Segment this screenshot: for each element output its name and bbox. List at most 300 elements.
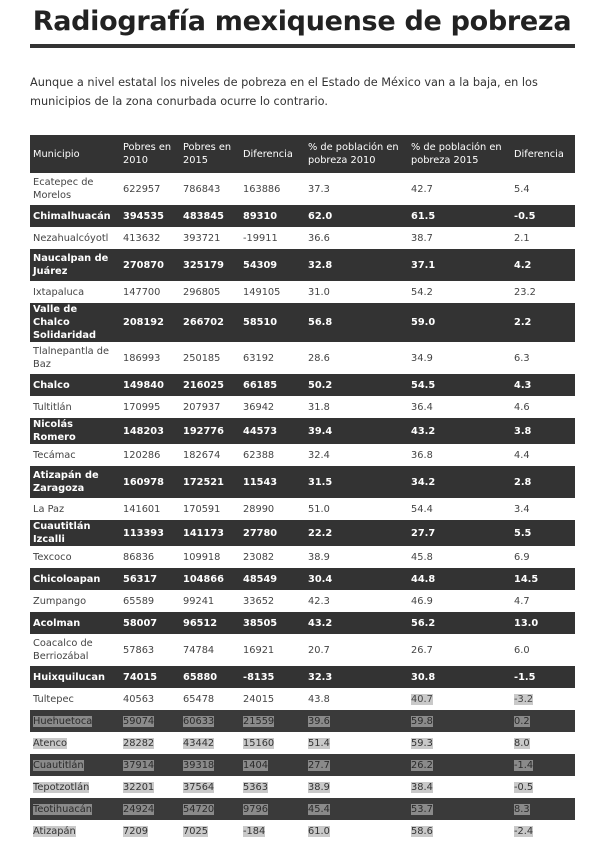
cell-value: 23082 <box>243 551 275 563</box>
cell-pct-2010 <box>305 820 408 842</box>
cell-pct-2010 <box>305 281 408 303</box>
cell-pobres-2010 <box>120 568 180 590</box>
cell-pct-2010 <box>305 227 408 249</box>
table-row <box>30 227 575 249</box>
cell-pobres-2015 <box>180 342 240 374</box>
cell-diferencia <box>240 688 305 710</box>
cell-pct-2010 <box>305 466 408 498</box>
cell-value: 207937 <box>183 401 221 413</box>
cell-municipio <box>30 173 120 205</box>
table-row <box>30 249 575 281</box>
cell-value: 26.7 <box>411 644 433 656</box>
cell-pobres-2010 <box>120 444 180 466</box>
cell-pobres-2015 <box>180 227 240 249</box>
cell-value: 172521 <box>183 476 224 488</box>
cell-diferencia-pct <box>511 590 575 612</box>
cell-value: 31.5 <box>308 476 333 488</box>
cell-value: 40.7 <box>411 693 433 705</box>
cell-pct-2015 <box>408 249 511 281</box>
cell-diferencia <box>240 568 305 590</box>
cell-value: 48549 <box>243 573 278 585</box>
cell-value: 43442 <box>183 737 215 749</box>
cell-value: 13.0 <box>514 617 539 629</box>
cell-pobres-2015 <box>180 776 240 798</box>
cell-value: 46.9 <box>411 595 433 607</box>
cell-value: 59.3 <box>411 737 433 749</box>
cell-value: 57863 <box>123 644 155 656</box>
cell-value: 1404 <box>243 759 268 771</box>
table-row <box>30 732 575 754</box>
cell-pobres-2015 <box>180 754 240 776</box>
cell-value: 0.2 <box>514 715 530 727</box>
cell-pct-2015 <box>408 546 511 568</box>
table-row <box>30 444 575 466</box>
cell-value: Chimalhuacán <box>33 210 111 222</box>
cell-diferencia-pct <box>511 227 575 249</box>
cell-pct-2015 <box>408 612 511 634</box>
cell-pct-2010 <box>305 396 408 418</box>
cell-value: 65589 <box>123 595 155 607</box>
cell-value: Atenco <box>33 737 67 749</box>
table-row <box>30 173 575 205</box>
header-pct-2015: % de población en pobreza 2015 <box>408 135 511 173</box>
cell-pct-2010 <box>305 303 408 342</box>
cell-value: 31.8 <box>308 401 330 413</box>
cell-value: 38.7 <box>411 232 433 244</box>
cell-diferencia-pct <box>511 281 575 303</box>
cell-pct-2015 <box>408 710 511 732</box>
cell-value: 8.0 <box>514 737 530 749</box>
poverty-table <box>30 135 575 842</box>
cell-value: 44.8 <box>411 573 436 585</box>
cell-municipio <box>30 776 120 798</box>
cell-value: 26.2 <box>411 759 433 771</box>
cell-value: 6.3 <box>514 352 530 364</box>
cell-value: 163886 <box>243 183 281 195</box>
cell-value: 27.7 <box>308 759 330 771</box>
cell-value: 22.2 <box>308 527 333 539</box>
cell-value: 96512 <box>183 617 218 629</box>
cell-diferencia-pct <box>511 820 575 842</box>
cell-value: Coacalco de Berriozábal <box>33 638 93 662</box>
cell-pobres-2010 <box>120 249 180 281</box>
cell-value: 3.8 <box>514 425 532 437</box>
cell-value: Ixtapaluca <box>33 286 85 298</box>
cell-value: 113393 <box>123 527 164 539</box>
cell-value: 59.0 <box>411 317 436 328</box>
cell-diferencia <box>240 249 305 281</box>
cell-diferencia-pct <box>511 374 575 396</box>
cell-municipio <box>30 732 120 754</box>
cell-value: 5.5 <box>514 527 532 539</box>
cell-value: Tlalnepantla de Baz <box>33 346 110 370</box>
cell-value: -3.2 <box>514 693 534 705</box>
cell-diferencia-pct <box>511 418 575 444</box>
cell-value: 60633 <box>183 715 215 727</box>
cell-diferencia-pct <box>511 568 575 590</box>
cell-value: 8.3 <box>514 803 530 815</box>
cell-municipio <box>30 466 120 498</box>
cell-value: Tepotzotlán <box>33 781 90 793</box>
cell-value: 50.2 <box>308 379 333 391</box>
cell-pct-2015 <box>408 732 511 754</box>
cell-value: 62.0 <box>308 210 333 222</box>
cell-pct-2010 <box>305 374 408 396</box>
cell-value: 61.0 <box>308 825 330 837</box>
cell-diferencia-pct <box>511 546 575 568</box>
cell-value: -0.5 <box>514 210 536 222</box>
cell-municipio <box>30 342 120 374</box>
cell-value: La Paz <box>33 503 65 515</box>
cell-pct-2010 <box>305 666 408 688</box>
cell-value: -1.5 <box>514 671 536 683</box>
cell-value: 16921 <box>243 644 275 656</box>
cell-diferencia <box>240 396 305 418</box>
cell-value: 40563 <box>123 693 155 705</box>
cell-pobres-2010 <box>120 798 180 820</box>
cell-value: 7209 <box>123 825 148 837</box>
cell-diferencia <box>240 776 305 798</box>
cell-value: 170995 <box>123 401 161 413</box>
table-row <box>30 205 575 227</box>
cell-value: 63192 <box>243 352 275 364</box>
cell-pct-2010 <box>305 498 408 520</box>
cell-pct-2015 <box>408 590 511 612</box>
cell-pobres-2010 <box>120 227 180 249</box>
cell-pobres-2010 <box>120 173 180 205</box>
cell-value: 182674 <box>183 449 221 461</box>
cell-value: 30.8 <box>411 671 436 683</box>
cell-municipio <box>30 590 120 612</box>
cell-value: Zumpango <box>33 595 87 607</box>
cell-value: Tecámac <box>33 449 76 461</box>
cell-diferencia-pct <box>511 303 575 342</box>
cell-diferencia <box>240 546 305 568</box>
table-row <box>30 798 575 820</box>
cell-value: 4.6 <box>514 401 530 413</box>
cell-diferencia <box>240 342 305 374</box>
cell-municipio <box>30 520 120 546</box>
cell-value: 62388 <box>243 449 275 461</box>
cell-value: Chalco <box>33 379 70 391</box>
cell-value: Tultitlán <box>33 401 72 413</box>
cell-diferencia-pct <box>511 612 575 634</box>
cell-municipio <box>30 418 120 444</box>
cell-pobres-2015 <box>180 303 240 342</box>
cell-value: 11543 <box>243 476 278 488</box>
cell-value: 53.7 <box>411 803 433 815</box>
cell-value: 66185 <box>243 379 278 391</box>
cell-value: 296805 <box>183 286 221 298</box>
cell-diferencia-pct <box>511 498 575 520</box>
cell-pct-2010 <box>305 520 408 546</box>
table-row <box>30 776 575 798</box>
table-row <box>30 303 575 342</box>
cell-value: 36942 <box>243 401 275 413</box>
cell-pct-2015 <box>408 798 511 820</box>
cell-value: 622957 <box>123 183 161 195</box>
cell-value: 483845 <box>183 210 224 222</box>
cell-diferencia <box>240 732 305 754</box>
cell-pct-2015 <box>408 374 511 396</box>
cell-municipio <box>30 396 120 418</box>
cell-pobres-2015 <box>180 590 240 612</box>
cell-diferencia <box>240 444 305 466</box>
cell-pobres-2010 <box>120 205 180 227</box>
cell-municipio <box>30 303 120 342</box>
cell-value: 58007 <box>123 617 158 629</box>
cell-value: 65880 <box>183 671 218 683</box>
cell-value: 28282 <box>123 737 155 749</box>
cell-value: 58510 <box>243 317 278 328</box>
cell-municipio <box>30 754 120 776</box>
cell-value: Atizapán <box>33 825 76 837</box>
cell-municipio <box>30 710 120 732</box>
cell-diferencia-pct <box>511 342 575 374</box>
cell-diferencia-pct <box>511 688 575 710</box>
cell-pct-2015 <box>408 688 511 710</box>
cell-value: 39.6 <box>308 715 330 727</box>
cell-diferencia-pct <box>511 444 575 466</box>
cell-value: 89310 <box>243 210 278 222</box>
cell-diferencia-pct <box>511 396 575 418</box>
header-pct-2010: % de población en pobreza 2010 <box>305 135 408 173</box>
cell-value: 7025 <box>183 825 208 837</box>
cell-municipio <box>30 688 120 710</box>
cell-value: 786843 <box>183 183 221 195</box>
cell-municipio <box>30 546 120 568</box>
cell-value: -1.4 <box>514 759 534 771</box>
cell-pct-2010 <box>305 546 408 568</box>
cell-pct-2015 <box>408 820 511 842</box>
table-row <box>30 820 575 842</box>
cell-value: 325179 <box>183 259 224 271</box>
cell-value: 216025 <box>183 379 224 391</box>
cell-value: 270870 <box>123 259 164 271</box>
title-underline <box>30 44 575 48</box>
cell-value: 4.7 <box>514 595 530 607</box>
cell-value: 3.4 <box>514 503 530 515</box>
cell-pobres-2010 <box>120 732 180 754</box>
cell-diferencia <box>240 303 305 342</box>
cell-value: 86836 <box>123 551 155 563</box>
cell-municipio <box>30 444 120 466</box>
cell-pobres-2010 <box>120 666 180 688</box>
cell-pobres-2010 <box>120 820 180 842</box>
cell-value: 24924 <box>123 803 155 815</box>
cell-value: Teotihuacán <box>33 803 92 815</box>
cell-pobres-2010 <box>120 303 180 342</box>
cell-value: 14.5 <box>514 573 539 585</box>
cell-diferencia <box>240 498 305 520</box>
cell-diferencia-pct <box>511 634 575 666</box>
cell-pobres-2015 <box>180 732 240 754</box>
cell-value: 2.2 <box>514 317 532 328</box>
cell-pobres-2015 <box>180 520 240 546</box>
cell-value: 36.6 <box>308 232 330 244</box>
table-row <box>30 568 575 590</box>
cell-pct-2010 <box>305 634 408 666</box>
cell-value: 4.2 <box>514 259 532 271</box>
cell-diferencia <box>240 173 305 205</box>
cell-diferencia-pct <box>511 249 575 281</box>
cell-pct-2010 <box>305 710 408 732</box>
cell-pct-2010 <box>305 342 408 374</box>
cell-value: 65478 <box>183 693 215 705</box>
cell-pobres-2010 <box>120 710 180 732</box>
cell-value: 56.2 <box>411 617 436 629</box>
cell-value: 5.4 <box>514 183 530 195</box>
cell-value: -184 <box>243 825 266 837</box>
cell-diferencia-pct <box>511 520 575 546</box>
cell-pobres-2015 <box>180 466 240 498</box>
cell-value: 37564 <box>183 781 215 793</box>
cell-value: 15160 <box>243 737 275 749</box>
cell-value: 54720 <box>183 803 215 815</box>
table-row <box>30 612 575 634</box>
cell-diferencia <box>240 374 305 396</box>
cell-value: 34.9 <box>411 352 433 364</box>
cell-value: 45.4 <box>308 803 330 815</box>
cell-pobres-2015 <box>180 249 240 281</box>
cell-pobres-2010 <box>120 754 180 776</box>
cell-pct-2010 <box>305 444 408 466</box>
table-row <box>30 374 575 396</box>
cell-value: Chicoloapan <box>33 573 101 585</box>
cell-diferencia-pct <box>511 173 575 205</box>
cell-municipio <box>30 374 120 396</box>
cell-pobres-2010 <box>120 281 180 303</box>
cell-municipio <box>30 820 120 842</box>
cell-pct-2015 <box>408 776 511 798</box>
cell-pobres-2015 <box>180 444 240 466</box>
cell-pct-2010 <box>305 798 408 820</box>
cell-value: 39.4 <box>308 425 333 437</box>
cell-value: 44573 <box>243 425 278 437</box>
cell-municipio <box>30 666 120 688</box>
cell-value: 38505 <box>243 617 278 629</box>
cell-pobres-2015 <box>180 418 240 444</box>
cell-value: 33652 <box>243 595 275 607</box>
cell-pct-2015 <box>408 568 511 590</box>
cell-diferencia-pct <box>511 710 575 732</box>
cell-value: 28.6 <box>308 352 330 364</box>
cell-value: 250185 <box>183 352 221 364</box>
cell-value: 27780 <box>243 527 278 539</box>
cell-value: 32.4 <box>308 449 330 461</box>
cell-municipio <box>30 798 120 820</box>
cell-value: 394535 <box>123 210 164 222</box>
cell-value: 99241 <box>183 595 215 607</box>
cell-value: 58.6 <box>411 825 433 837</box>
cell-value: 30.4 <box>308 573 333 585</box>
cell-pobres-2010 <box>120 612 180 634</box>
cell-value: 147700 <box>123 286 161 298</box>
cell-pct-2010 <box>305 612 408 634</box>
cell-value: 51.0 <box>308 503 330 515</box>
cell-value: 43.8 <box>308 693 330 705</box>
cell-value: 28990 <box>243 503 275 515</box>
cell-pobres-2015 <box>180 205 240 227</box>
cell-value: 38.4 <box>411 781 433 793</box>
cell-value: 32201 <box>123 781 155 793</box>
cell-pct-2015 <box>408 418 511 444</box>
cell-value: 208192 <box>123 317 164 328</box>
cell-value: 141173 <box>183 527 224 539</box>
cell-value: 27.7 <box>411 527 436 539</box>
cell-pct-2010 <box>305 249 408 281</box>
cell-value: 36.4 <box>411 401 433 413</box>
page-title: Radiografía mexiquense de pobreza <box>32 6 572 37</box>
cell-value: 186993 <box>123 352 161 364</box>
cell-value: 34.2 <box>411 476 436 488</box>
cell-value: 31.0 <box>308 286 330 298</box>
cell-diferencia <box>240 754 305 776</box>
cell-pct-2010 <box>305 754 408 776</box>
cell-pct-2010 <box>305 568 408 590</box>
cell-diferencia-pct <box>511 776 575 798</box>
cell-value: 74015 <box>123 671 158 683</box>
cell-pobres-2015 <box>180 281 240 303</box>
table-row <box>30 418 575 444</box>
cell-value: 32.8 <box>308 259 333 271</box>
cell-pct-2015 <box>408 754 511 776</box>
cell-diferencia-pct <box>511 754 575 776</box>
header-diferencia: Diferencia <box>240 135 305 173</box>
cell-pobres-2010 <box>120 590 180 612</box>
cell-diferencia <box>240 634 305 666</box>
cell-diferencia <box>240 820 305 842</box>
cell-value: 4.4 <box>514 449 530 461</box>
cell-value: 59.8 <box>411 715 433 727</box>
cell-diferencia <box>240 666 305 688</box>
cell-pobres-2015 <box>180 374 240 396</box>
cell-municipio <box>30 227 120 249</box>
cell-diferencia <box>240 710 305 732</box>
cell-pobres-2015 <box>180 666 240 688</box>
cell-pobres-2015 <box>180 568 240 590</box>
cell-value: 4.3 <box>514 379 532 391</box>
cell-pct-2010 <box>305 688 408 710</box>
cell-pct-2010 <box>305 732 408 754</box>
cell-value: 32.3 <box>308 671 333 683</box>
intro-paragraph: Aunque a nivel estatal los niveles de pobreza en el Estado de México van a la baja, en los municipios de la zona conurbada ocurre lo contrario. <box>30 76 538 108</box>
cell-pct-2015 <box>408 396 511 418</box>
cell-diferencia <box>240 612 305 634</box>
cell-value: 9796 <box>243 803 268 815</box>
cell-diferencia <box>240 227 305 249</box>
cell-pct-2015 <box>408 227 511 249</box>
cell-value: 109918 <box>183 551 221 563</box>
table-row <box>30 634 575 666</box>
table-row <box>30 281 575 303</box>
cell-municipio <box>30 205 120 227</box>
table-row <box>30 710 575 732</box>
cell-pobres-2010 <box>120 634 180 666</box>
cell-value: 74784 <box>183 644 215 656</box>
cell-value: Ecatepec de Morelos <box>33 177 94 201</box>
cell-pobres-2015 <box>180 498 240 520</box>
cell-municipio <box>30 612 120 634</box>
cell-value: 54.5 <box>411 379 436 391</box>
cell-value: 20.7 <box>308 644 330 656</box>
cell-value: Acolman <box>33 617 81 629</box>
cell-pobres-2010 <box>120 498 180 520</box>
cell-value: 149105 <box>243 286 281 298</box>
cell-pct-2015 <box>408 634 511 666</box>
cell-value: 54309 <box>243 259 278 271</box>
cell-value: 104866 <box>183 573 224 585</box>
